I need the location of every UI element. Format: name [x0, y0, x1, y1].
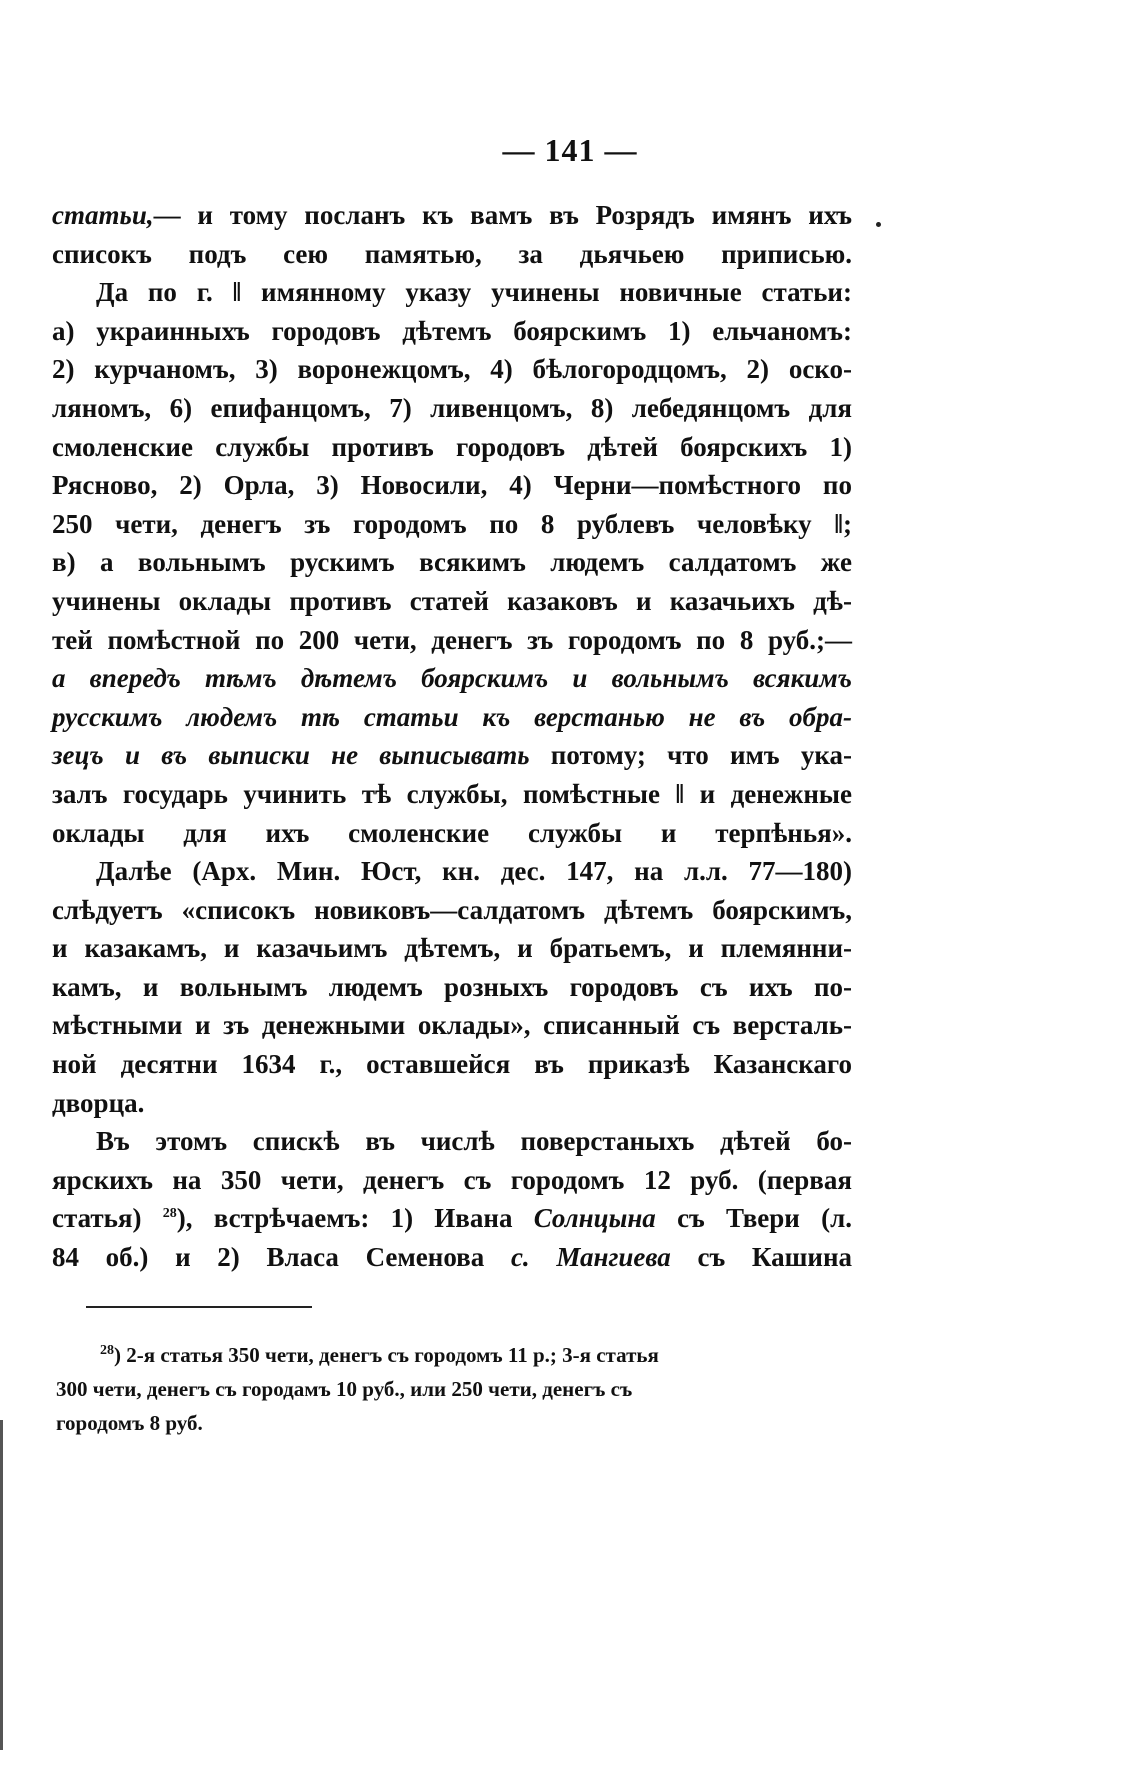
text-line [52, 428, 852, 467]
text-segment: а) украинныхъ городовъ дѣтемъ боярскимъ 1) ельчаномъ: [52, 315, 852, 346]
text-line [52, 1084, 852, 1123]
text-segment: Въ этомъ спискѣ въ числѣ поверстаныхъ дѣтей бо- [96, 1126, 852, 1157]
text-segment: ), встрѣчаемъ: 1) Ивана [176, 1203, 534, 1234]
text-line [52, 698, 852, 737]
italic-text: Солнцына [533, 1203, 656, 1234]
text-segment: тей помѣстной по 200 чети, денегъ зъ городомъ по 8 руб.;— [52, 624, 852, 655]
scan-edge-mark [0, 1420, 3, 1750]
text-line [52, 1122, 852, 1161]
text-line [52, 659, 852, 698]
text-segment: списокъ подъ сею памятью, за дьячьею приписью. [52, 238, 852, 269]
text-segment: ярскихъ на 350 чети, денегъ съ городомъ 12 руб. (первая [52, 1164, 852, 1195]
text-segment: слѣдуетъ «списокъ новиковъ—салдатомъ дѣтемъ боярскимъ, [52, 894, 852, 925]
footnote-line [56, 1406, 851, 1440]
text-segment: ) 2-я статья 350 чети, денегъ съ городомъ 11 р.; 3-я статья [114, 1343, 659, 1367]
text-segment: 84 об.) и 2) Власа Семенова [52, 1242, 511, 1273]
text-segment: ляномъ, 6) епифанцомъ, 7) ливенцомъ, 8) лебедянцомъ для [52, 392, 852, 423]
margin-mark [876, 222, 881, 227]
text-segment: и казакамъ, и казачьимъ дѣтемъ, и братьемъ, и племянни- [52, 933, 852, 964]
text-line [52, 929, 852, 968]
text-segment: — и тому посланъ къ вамъ въ Розрядъ имянъ ихъ [153, 200, 852, 230]
text-line [52, 1199, 852, 1238]
text-line [52, 235, 852, 274]
text-segment: дворца. [52, 1087, 145, 1118]
text-line [52, 543, 852, 582]
text-line [52, 775, 852, 814]
text-line [52, 852, 852, 891]
italic-text: зецъ и въ выписки не выписывать [52, 740, 530, 771]
text-segment: 250 чети, денегъ зъ городомъ по 8 рублевъ человѣку ‖; [52, 508, 852, 539]
text-segment: потому; что имъ ука- [529, 740, 852, 771]
text-segment: Да по г. ‖ имянному указу учинены новичные статьи: [96, 277, 852, 308]
footnote-line [56, 1338, 851, 1372]
text-segment: ной десятни 1634 г., оставшейся въ приказѣ Казанскаго [52, 1049, 852, 1080]
text-segment: в) а вольнымъ рускимъ всякимъ людемъ салдатомъ же [52, 547, 852, 578]
text-segment: учинены оклады противъ статей казаковъ и казачьихъ дѣ- [52, 585, 852, 616]
footnote-reference: 28 [162, 1206, 177, 1222]
body-text [52, 196, 852, 1277]
text-segment: оклады для ихъ смоленские службы и терпѣнья». [52, 817, 852, 848]
text-segment: съ Кашина [670, 1242, 853, 1273]
page-number: — 141 — [502, 132, 638, 168]
text-segment: смоленские службы противъ городовъ дѣтей боярскихъ 1) [52, 431, 852, 462]
text-line [52, 312, 852, 351]
text-line [52, 1006, 852, 1045]
text-segment: статья) [52, 1203, 163, 1234]
text-line [52, 1045, 852, 1084]
italic-text: русскимъ людемъ тѣ статьи къ верстанью не въ обра- [52, 701, 852, 732]
text-segment: мѣстными и зъ денежными оклады», списанный съ версталь- [52, 1010, 852, 1041]
text-segment: съ Твери (л. [655, 1203, 852, 1234]
text-line [52, 196, 852, 235]
footnote-separator [86, 1306, 312, 1308]
text-line [52, 621, 852, 660]
text-segment: залъ государь учинить тѣ службы, помѣстные ‖ и денежные [52, 778, 852, 809]
footnote-line [56, 1372, 851, 1406]
text-segment: Рясново, 2) Орла, 3) Новосили, 4) Черни—помѣстного по [52, 470, 852, 501]
text-line [52, 1161, 852, 1200]
text-line [52, 582, 852, 621]
text-line [52, 273, 852, 312]
text-segment: Далѣе (Арх. Мин. Юст, кн. дес. 147, на л.л. 77—180) [96, 856, 852, 887]
footnote [56, 1338, 851, 1440]
text-segment: камъ, и вольнымъ людемъ розныхъ городовъ съ ихъ по- [52, 971, 852, 1002]
italic-text: с. Мангиева [510, 1242, 671, 1273]
text-segment: городомъ 8 руб. [56, 1411, 203, 1435]
paragraph [52, 852, 852, 1122]
footnote-marker: 28 [100, 1343, 114, 1358]
text-line [52, 814, 852, 853]
text-line [52, 466, 852, 505]
text-line [52, 736, 852, 775]
text-segment: 300 чети, денегъ съ городамъ 10 руб., или 250 чети, денегъ съ [56, 1377, 633, 1401]
italic-text: статьи, [52, 200, 154, 230]
paragraph [52, 273, 852, 852]
text-line [52, 350, 852, 389]
text-line [52, 505, 852, 544]
paragraph [52, 1122, 852, 1276]
text-line [52, 1238, 852, 1277]
paragraph [52, 196, 852, 273]
text-segment: 2) курчаномъ, 3) воронежцомъ, 4) бѣлогородцомъ, 2) оско- [52, 354, 852, 385]
text-line [52, 891, 852, 930]
text-line [52, 389, 852, 428]
text-line [52, 968, 852, 1007]
italic-text: а впередъ тѣмъ дѣтемъ боярскимъ и вольнымъ всякимъ [52, 663, 852, 694]
